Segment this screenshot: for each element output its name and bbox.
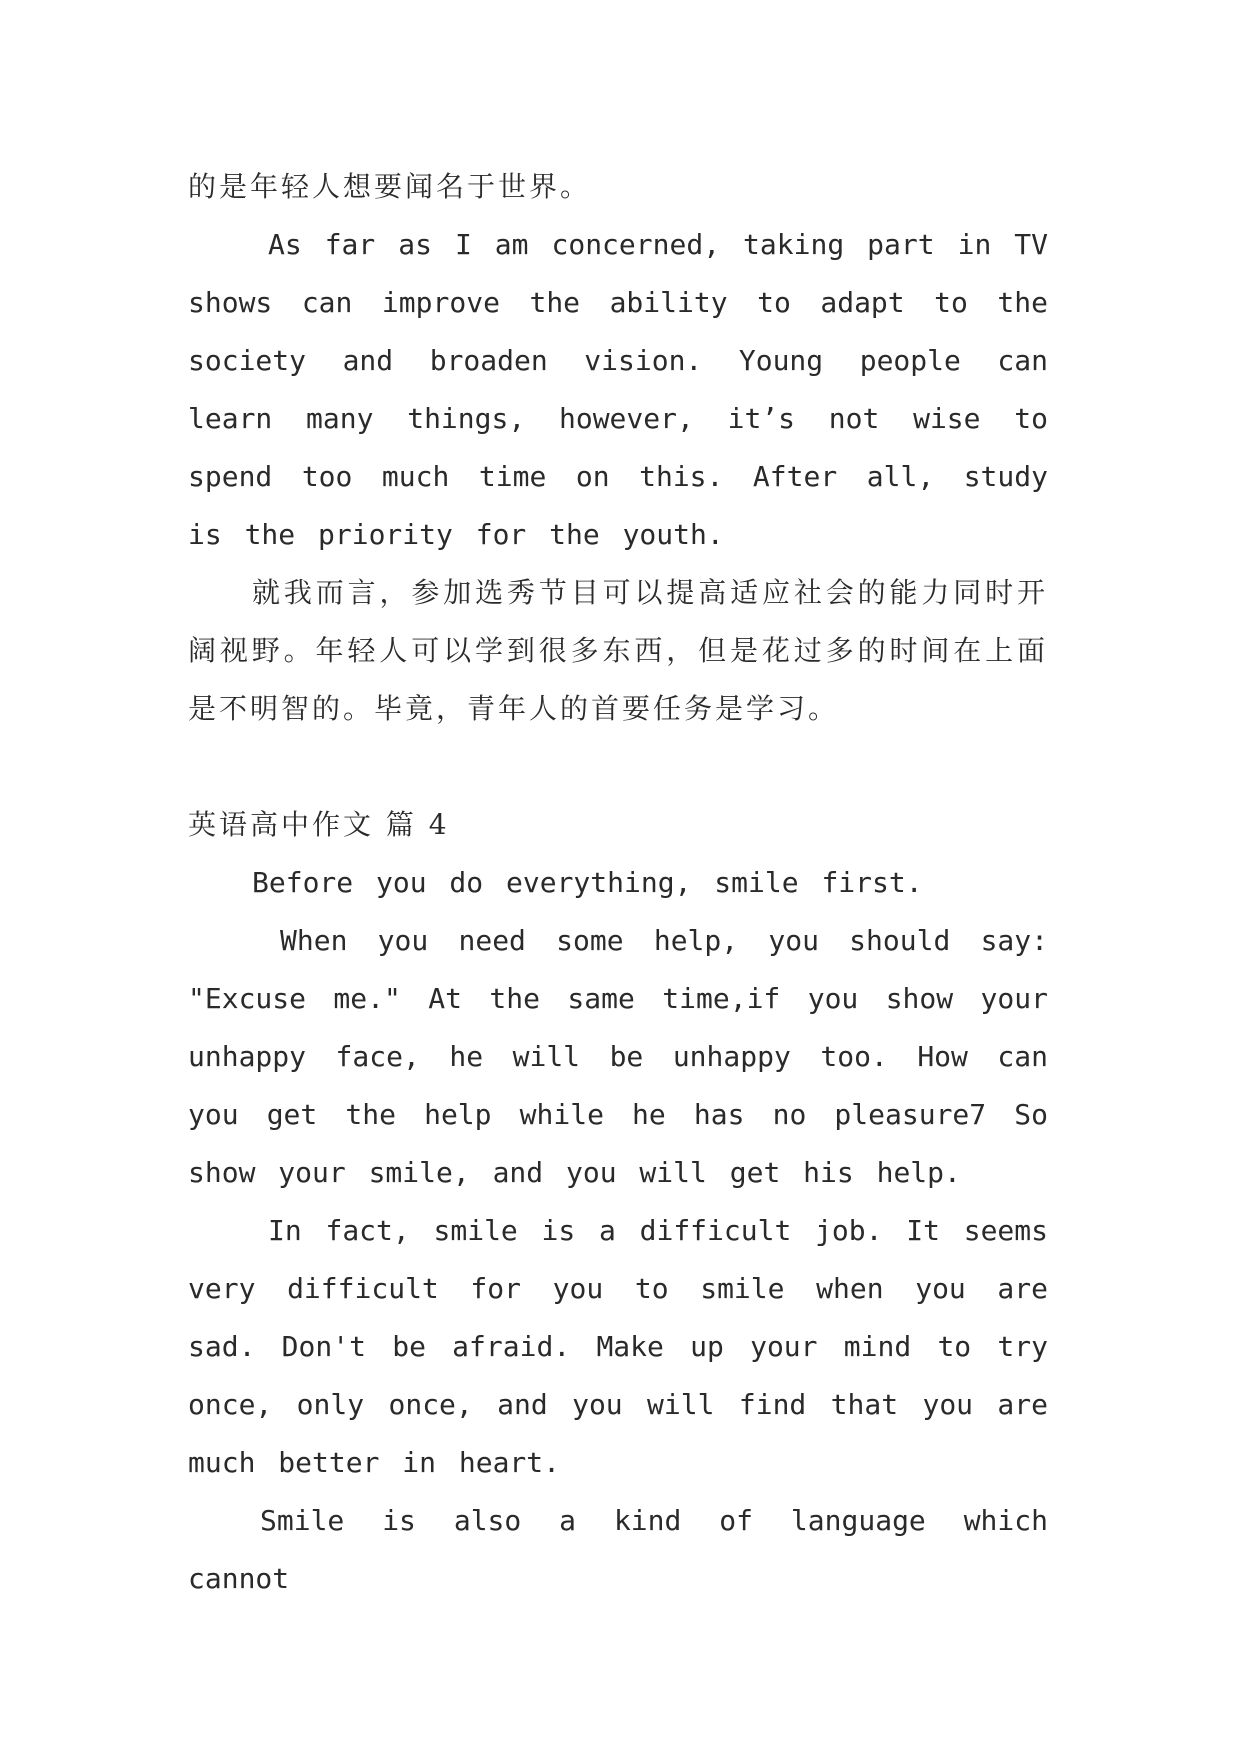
section-heading: 英语高中作文 篇 4 <box>188 808 450 841</box>
paragraph-need-help: When you need some help, you should say: "Excuse me." At the same time,if you show your unhappy face, he will be unhappy too. How can you get the help while he has no pleasure7 So show your smile, and you will get his help. <box>188 924 1048 1189</box>
document-page <box>188 158 1048 1608</box>
paragraph-difficult-job: In fact, smile is a difficult job. It seems very difficult for you to smile when you are sad. Don't be afraid. Make up your mind to try once, only once, and you will find that you are much better in heart. <box>188 1214 1048 1479</box>
paragraph-zh-continuation: 的是年轻人想要闻名于世界。 <box>188 170 592 203</box>
paragraph-zh-tv-shows: 就我而言，参加选秀节目可以提高适应社会的能力同时开阔视野。年轻人可以学到很多东西，但是花过多的时间在上面是不明智的。毕竟，青年人的首要任务是学习。 <box>188 576 1048 725</box>
paragraph-smile-language: Smile is also a kind of language which cannot <box>188 1504 1048 1595</box>
paragraph-en-tv-shows: As far as I am concerned, taking part in TV shows can improve the ability to adapt to the society and broaden vision. Young people can learn many things, however, it’s not wise to spend too much time on this. After all, study is the priority for the youth. <box>188 228 1048 551</box>
paragraph-smile-first: Before you do everything, smile first. <box>252 866 923 899</box>
